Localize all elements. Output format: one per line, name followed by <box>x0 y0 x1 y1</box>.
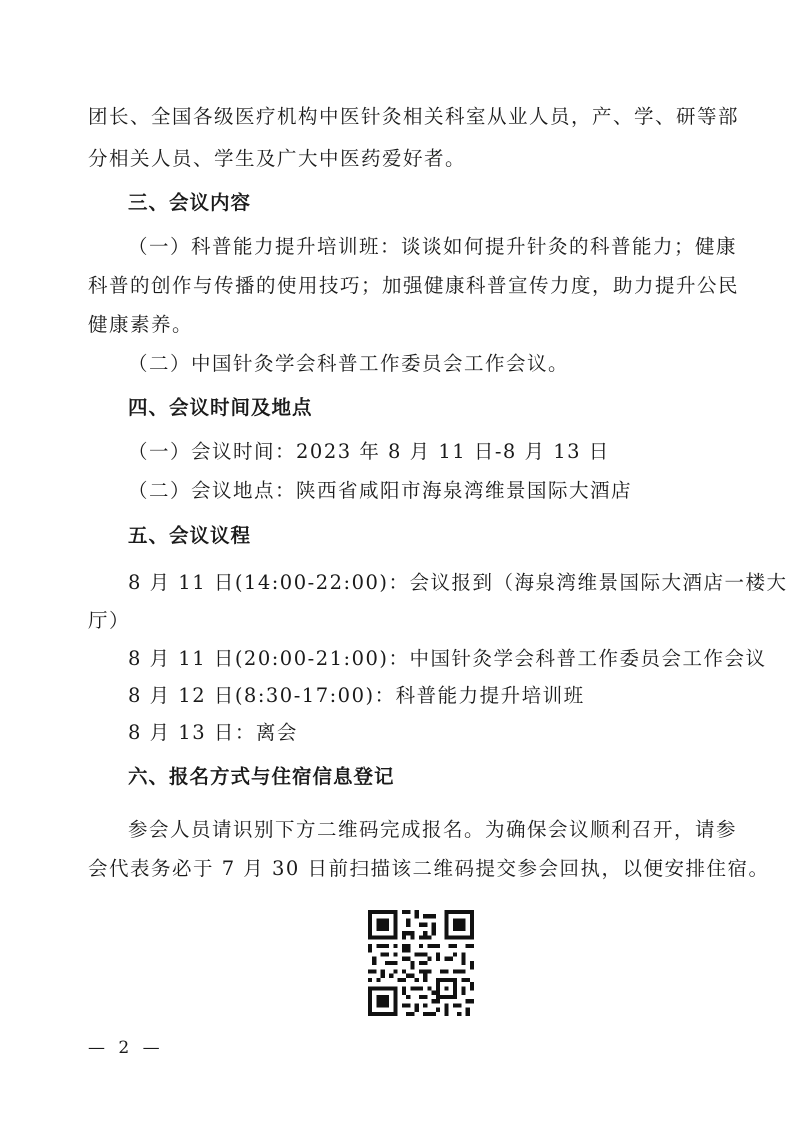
agenda-item-3: 8 月 12 日(8:30-17:00)：科普能力提升培训班 <box>128 684 585 707</box>
registration-text-line-2: 会代表务必于 7 月 30 日前扫描该二维码提交参会回执，以便安排住宿。 <box>88 857 770 880</box>
page-number: — 2 — <box>88 1038 164 1058</box>
content-item-1-line-1: （一）科普能力提升培训班：谈谈如何提升针灸的科普能力；健康 <box>128 235 738 258</box>
section-heading-meeting-content: 三、会议内容 <box>128 191 252 214</box>
content-item-1-line-3: 健康素养。 <box>88 313 194 336</box>
agenda-item-4: 8 月 13 日：离会 <box>128 721 298 744</box>
content-item-1-line-2: 科普的创作与传播的使用技巧；加强健康科普宣传力度，助力提升公民 <box>88 274 740 297</box>
meeting-location: （二）会议地点：陕西省咸阳市海泉湾维景国际大酒店 <box>128 479 633 502</box>
agenda-item-1-line-2: 厅） <box>88 609 131 632</box>
section-heading-time-location: 四、会议时间及地点 <box>128 396 313 419</box>
section-heading-agenda: 五、会议议程 <box>128 524 252 547</box>
registration-qr-code[interactable] <box>368 910 474 1016</box>
agenda-item-1-line-1: 8 月 11 日(14:00-22:00)：会议报到（海泉湾维景国际大酒店一楼大 <box>128 571 788 594</box>
participants-text-line-1: 团长、全国各级医疗机构中医针灸相关科室从业人员，产、学、研等部 <box>88 105 740 128</box>
participants-text-line-2: 分相关人员、学生及广大中医药爱好者。 <box>88 147 467 170</box>
meeting-time: （一）会议时间：2023 年 8 月 11 日-8 月 13 日 <box>128 440 610 463</box>
content-item-2: （二）中国针灸学会科普工作委员会工作会议。 <box>128 352 570 375</box>
section-heading-registration: 六、报名方式与住宿信息登记 <box>128 765 395 788</box>
registration-text-line-1: 参会人员请识别下方二维码完成报名。为确保会议顺利召开，请参 <box>128 818 738 841</box>
agenda-item-2: 8 月 11 日(20:00-21:00)：中国针灸学会科普工作委员会工作会议 <box>128 647 767 670</box>
